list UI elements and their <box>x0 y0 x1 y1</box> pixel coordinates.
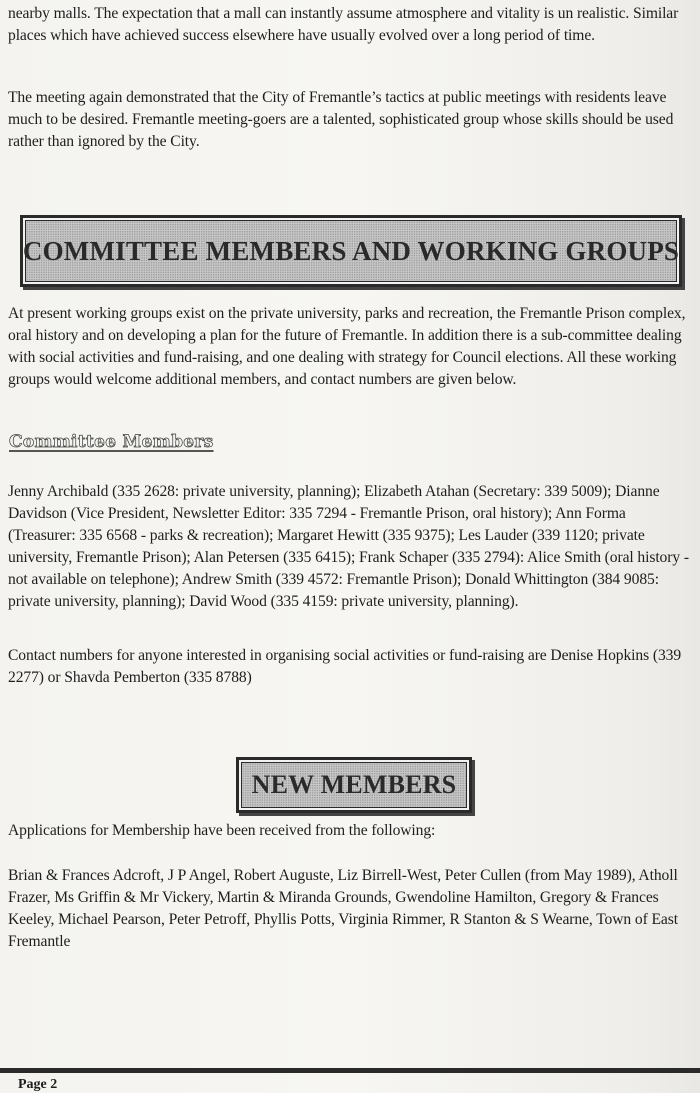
new-members-banner <box>236 757 472 813</box>
intro-paragraph-1: nearby malls. The expectation that a mall can instantly assume atmosphere and vitality is un realistic. Similar places which have achieved success elsewhere have usually evolved over a long period of time. <box>8 5 679 44</box>
committee-section-banner <box>20 215 682 287</box>
social-contacts-paragraph: Contact numbers for anyone interested in organising social activities or fund-raising are Denise Hopkins (339 2277) or Shavda Pemberton (335 8788) <box>8 647 682 686</box>
new-members-title: NEW MEMBERS <box>251 770 457 799</box>
page-number: Page 2 <box>18 1077 58 1092</box>
working-groups-paragraph: At present working groups exist on the private university, parks and recreation, the Fremantle Prison complex, oral history and on developing a plan for the future of Fremantle. In addition there is a sub-committee dealing with social activities and fund-raising, and one dealing with strategy for Council elections. All these working groups would welcome additional members, and contact numbers are given below. <box>8 305 686 388</box>
committee-section-title: COMMITTEE MEMBERS AND WORKING GROUPS <box>22 235 680 266</box>
intro-paragraph-2: The meeting again demonstrated that the City of Fremantle’s tactics at public meetings with residents leave much to be desired. Fremantle meeting-goers are a talented, sophisticated group whose skills should be used rather than ignored by the City. <box>8 89 674 150</box>
banner-stipple-panel <box>22 220 680 282</box>
committee-members-subheading: Committee Members <box>9 432 214 452</box>
new-members-list: Brian & Frances Adcroft, J P Angel, Robert Auguste, Liz Birrell-West, Peter Cullen (from May 1989), Atholl Frazer, Ms Griffin & Mr Vickery, Martin & Miranda Grounds, Gwendoline Hamilton, Gregory & Frances Keeley, Michael Pearson, Peter Petroff, Phyllis Potts, Virginia Rimmer, R Stanton & S Wearne, Town of East Fremantle <box>8 867 678 950</box>
committee-members-list: Jenny Archibald (335 2628: private university, planning); Elizabeth Atahan (Secretary: 339 5009); Dianne Davidson (Vice President, Newsletter Editor: 335 7294 - Fremantle Prison, oral history); Ann Forma (Treasurer: 335 6568 - parks & recreation); Margaret Hewitt (335 9375); Les Lauder (339 1120; private university, Fremantle Prison); Alan Petersen (335 6415); Frank Schaper (335 2794): Alice Smith (oral history - not available on telephone); Andrew Smith (339 4572: Fremantle Prison); Donald Whittington (384 9085: private university, planning); David Wood (335 4159: private university, planning). <box>8 483 689 610</box>
banner-stipple-panel <box>241 762 467 808</box>
footer-rule <box>0 1068 700 1073</box>
new-members-intro: Applications for Membership have been received from the following: <box>8 822 436 839</box>
